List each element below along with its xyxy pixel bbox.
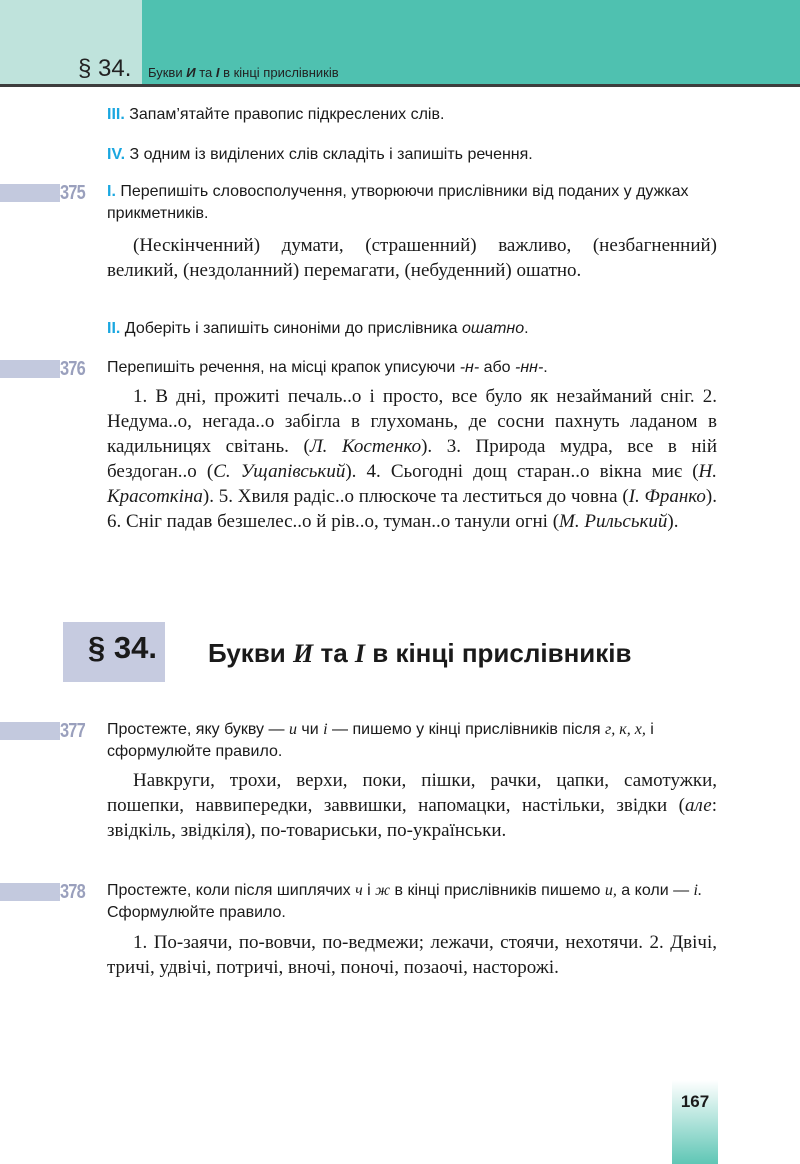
exercise-376-number: 376 — [60, 358, 85, 380]
exercise-375-body: (Нескінченний) думати, (страшенний) важливо, (незбагненний) великий, (нездоланний) перемагати, (небуденний) ошатно. — [107, 235, 717, 281]
exercise-376-body: 1. В дні, прожиті печаль..о і просто, все було як незайманий сніг. 2. Недума..о, негада..о забігла в глухомань, де сосни пахнуть ладаном в кадильницях світань. (Л. Костенко). 3. Природа мудра, все в ній бездоган..о (С. Ущапівський). 4. Сьогодні дощ старан..о вікна миє (Н. Красоткіна). 5. Хвиля радіс..о плюскоче та леститься до човна (І. Франко). 6. Сніг падав безшелес..о й рів..о, туман..о танули огні (М. Рильський). — [107, 386, 718, 532]
exercise-376-bar — [0, 360, 60, 378]
exercise-377-number: 377 — [60, 720, 85, 742]
task-iv: IV. З одним із виділених слів складіть і запишіть речення. — [107, 146, 533, 163]
task-iii: III. Запам’ятайте правопис підкреслених слів. — [107, 106, 445, 123]
section-heading-title: Букви И та І в кінці прислівників — [208, 638, 632, 668]
exercise-375-bar — [0, 184, 60, 202]
exercise-378-number: 378 — [60, 881, 85, 903]
exercise-375-task-2: ІІ. Доберіть і запишіть синоніми до прислівника ошатно. — [107, 320, 529, 337]
header-rule — [0, 84, 800, 87]
exercise-378-bar — [0, 883, 60, 901]
page-number: 167 — [680, 1092, 710, 1111]
exercise-375-task-1: І. Перепишіть словосполучення, утворюючи прислівники від поданих у дужках прикметників. — [107, 183, 689, 222]
running-head-title: Букви И та І в кінці прислівників — [148, 65, 339, 80]
exercise-377-instruction: Простежте, яку букву — и чи і — пишемо у кінці прислівників після г, к, х, і сформулюйте правило. — [107, 721, 654, 760]
exercise-378-body: 1. По-заячи, по-вовчи, по-ведмежи; лежачи, стоячи, нехотячи. 2. Двічі, тричі, удвічі, потричі, вночі, поночі, позаочі, насторожі. — [107, 932, 717, 978]
running-head-section-mark: § 34. — [78, 55, 132, 82]
exercise-378-instruction: Простежте, коли після шиплячих ч і ж в кінці прислівників пишемо и, а коли — і. Сформулюйте правило. — [107, 882, 702, 921]
exercise-377-bar — [0, 722, 60, 740]
section-heading-mark: § 34. — [88, 630, 157, 665]
exercise-376-instruction: Перепишіть речення, на місці крапок уписуючи -н- або -нн-. — [107, 359, 548, 376]
exercise-375-number: 375 — [60, 182, 85, 204]
exercise-377-body: Навкруги, трохи, верхи, поки, пішки, рачки, цапки, самотужки, пошепки, наввипередки, заввишки, напомацки, настільки, звідки (але: звідкіль, звідкіля), по-товариськи, по-українськи. — [107, 770, 717, 841]
